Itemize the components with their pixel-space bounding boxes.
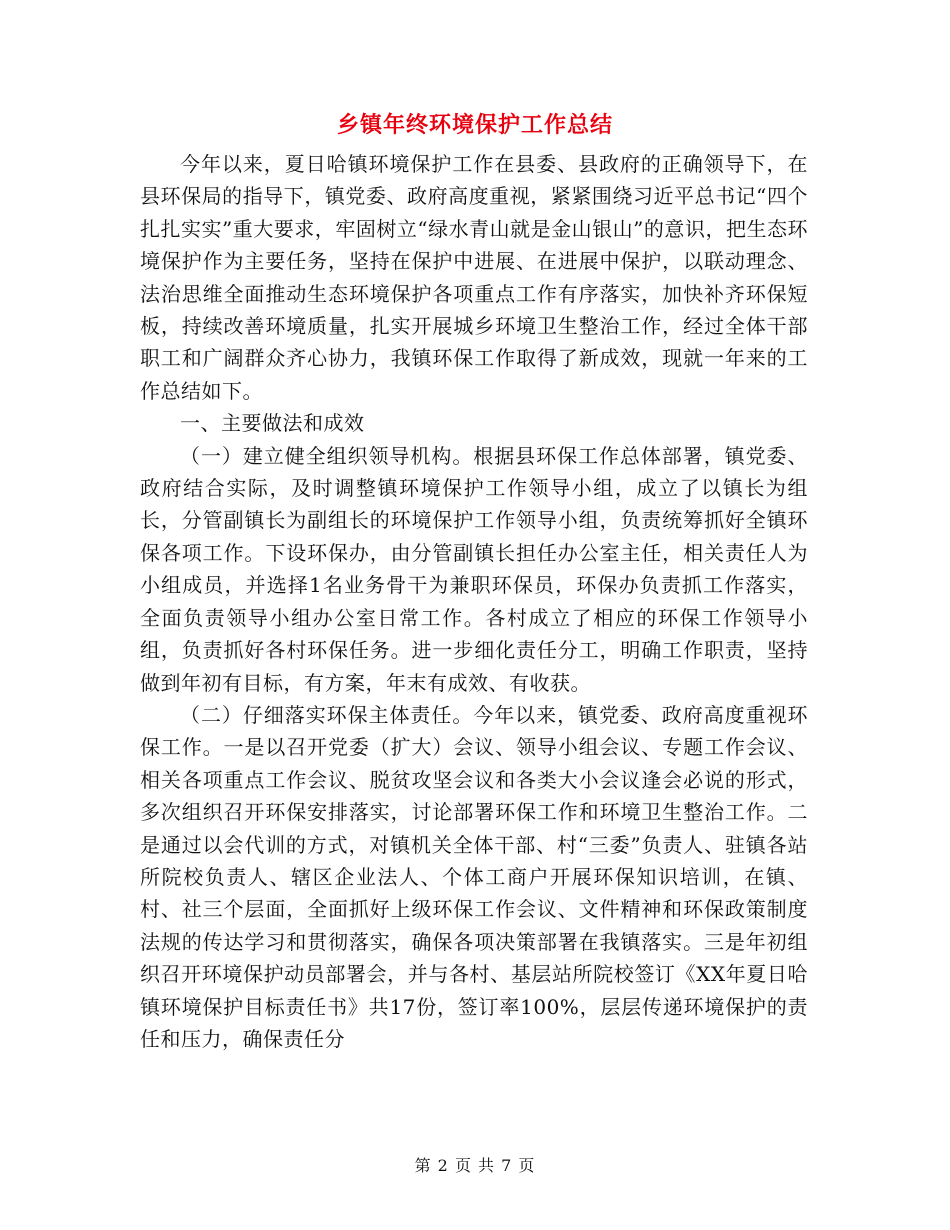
section-heading: 一、主要做法和成效 (180, 411, 365, 436)
document-body (140, 148, 808, 1055)
document-title: 乡镇年终环境保护工作总结 (336, 112, 613, 138)
intro-paragraph: 今年以来，夏日哈镇环境保护工作在县委、县政府的正确领导下，在县环保局的指导下，镇党委、政府高度重视，紧紧围绕习近平总书记“四个扎扎实实”重大要求，牢固树立“绿水青山就是金山银山”的意识，把生态环境保护作为主要任务，坚持在保护中进展、在进展中保护，以联动理念、法治思维全面推动生态环境保护各项重点工作有序落实，加快补齐环保短板，持续改善环境质量，扎实开展城乡环境卫生整治工作，经过全体干部职工和广阔群众齐心协力，我镇环保工作取得了新成效，现就一年来的工作总结如下。 (140, 152, 808, 403)
subsection-paragraph-2: （二）仔细落实环保主体责任。今年以来，镇党委、政府高度重视环保工作。一是以召开党委（扩大）会议、领导小组会议、专题工作会议、相关各项重点工作会议、脱贫攻坚会议和各类大小会议逢会必说的形式，多次组织召开环保安排落实，讨论部署环保工作和环境卫生整治工作。二是通过以会代训的方式，对镇机关全体干部、村“三委”负责人、驻镇各站所院校负责人、辖区企业法人、个体工商户开展环保知识培训，在镇、村、社三个层面，全面抓好上级环保工作会议、文件精神和环保政策制度法规的传达学习和贯彻落实，确保各项决策部署在我镇落实。三是年初组织召开环境保护动员部署会，并与各村、基层站所院校签订《XX年夏日哈镇环境保护目标责任书》共17份，签订率100%，层层传递环境保护的责任和压力，确保责任分 (140, 702, 808, 1051)
page-number: 第 2 页 共 7 页 (414, 1156, 536, 1175)
subsection-paragraph-1: （一）建立健全组织领导机构。根据县环保工作总体部署，镇党委、政府结合实际，及时调整镇环境保护工作领导小组，成立了以镇长为组长，分管副镇长为副组长的环境保护工作领导小组，负责统筹抓好全镇环保各项工作。下设环保办，由分管副镇长担任办公室主任，相关责任人为小组成员，并选择1名业务骨干为兼职环保员，环保办负责抓工作落实，全面负责领导小组办公室日常工作。各村成立了相应的环保工作领导小组，负责抓好各村环保任务。进一步细化责任分工，明确工作职责，坚持做到年初有目标，有方案，年末有成效、有收获。 (140, 443, 808, 695)
